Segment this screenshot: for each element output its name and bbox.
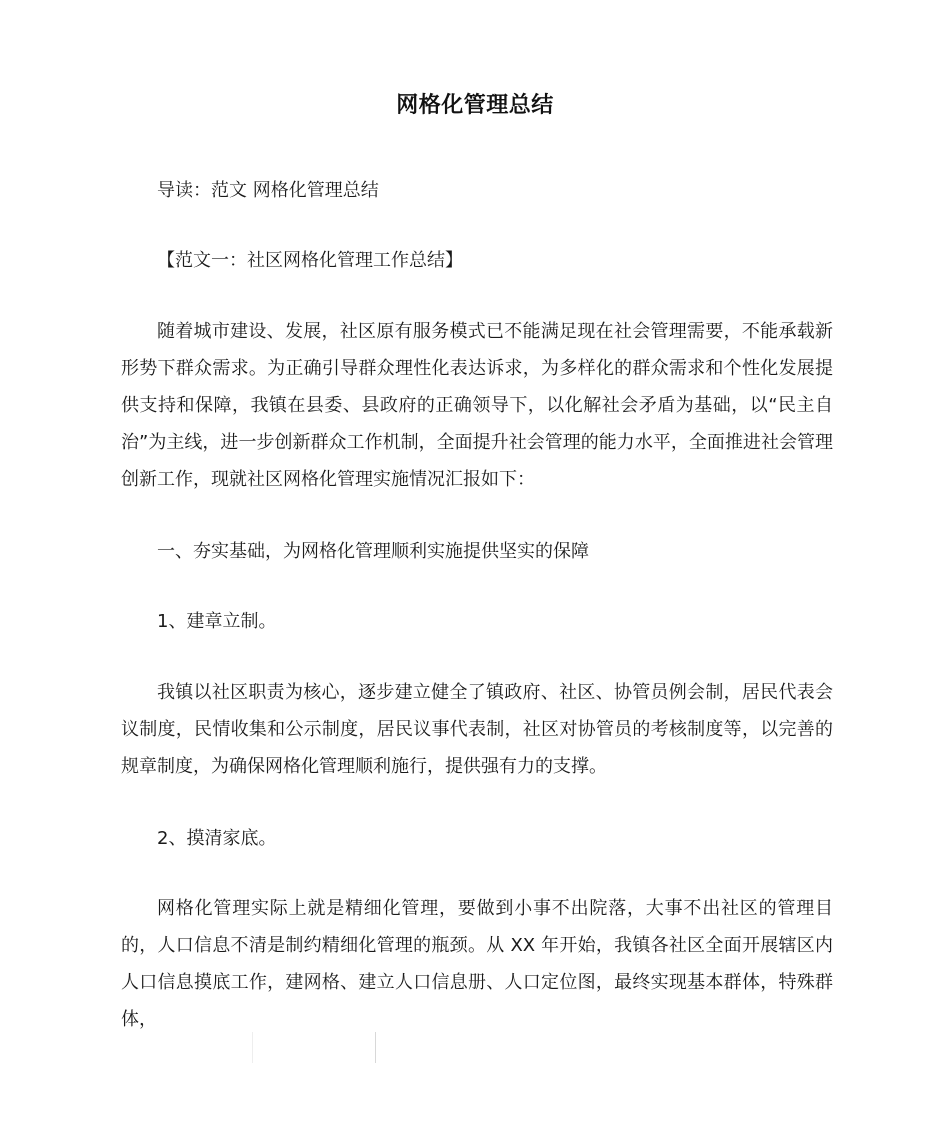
body-paragraph: 随着城市建设、发展，社区原有服务模式已不能满足现在社会管理需要，不能承载新形势下群众需求。为正确引导群众理性化表达诉求，为多样化的群众需求和个性化发展提供支持和保障，我镇在县委、县政府的正确领导下，以化解社会矛盾为基础，以“民主自治”为主线，进一步创新群众工作机制，全面提升社会管理的能力水平，全面推进社会管理创新工作，现就社区网格化管理实施情况汇报如下： [121, 321, 833, 490]
body-paragraph: 我镇以社区职责为核心，逐步建立健全了镇政府、社区、协管员例会制，居民代表会议制度，民情收集和公示制度，居民议事代表制，社区对协管员的考核制度等，以完善的规章制度，为确保网格化管理顺利施行，提供强有力的支撑。 [121, 682, 833, 777]
lead-paragraph: 导读：范文 网格化管理总结 [157, 180, 379, 201]
sample-heading: 【范文一：社区网格化管理工作总结】 [157, 250, 463, 271]
subsection-heading: 1、建章立制。 [157, 611, 277, 632]
footer-divider [375, 1032, 376, 1063]
footer-divider [252, 1032, 253, 1063]
body-paragraph: 网格化管理实际上就是精细化管理，要做到小事不出院落，大事不出社区的管理目的，人口信息不清是制约精细化管理的瓶颈。从 XX 年开始，我镇各社区全面开展辖区内人口信息摸底工作，建网格、建立人口信息册、人口定位图，最终实现基本群体，特殊群体， [121, 898, 833, 1030]
subsection-heading: 2、摸清家底。 [157, 828, 277, 849]
section-heading: 一、夯实基础，为网格化管理顺利实施提供坚实的保障 [157, 541, 589, 562]
document-title: 网格化管理总结 [396, 93, 554, 118]
